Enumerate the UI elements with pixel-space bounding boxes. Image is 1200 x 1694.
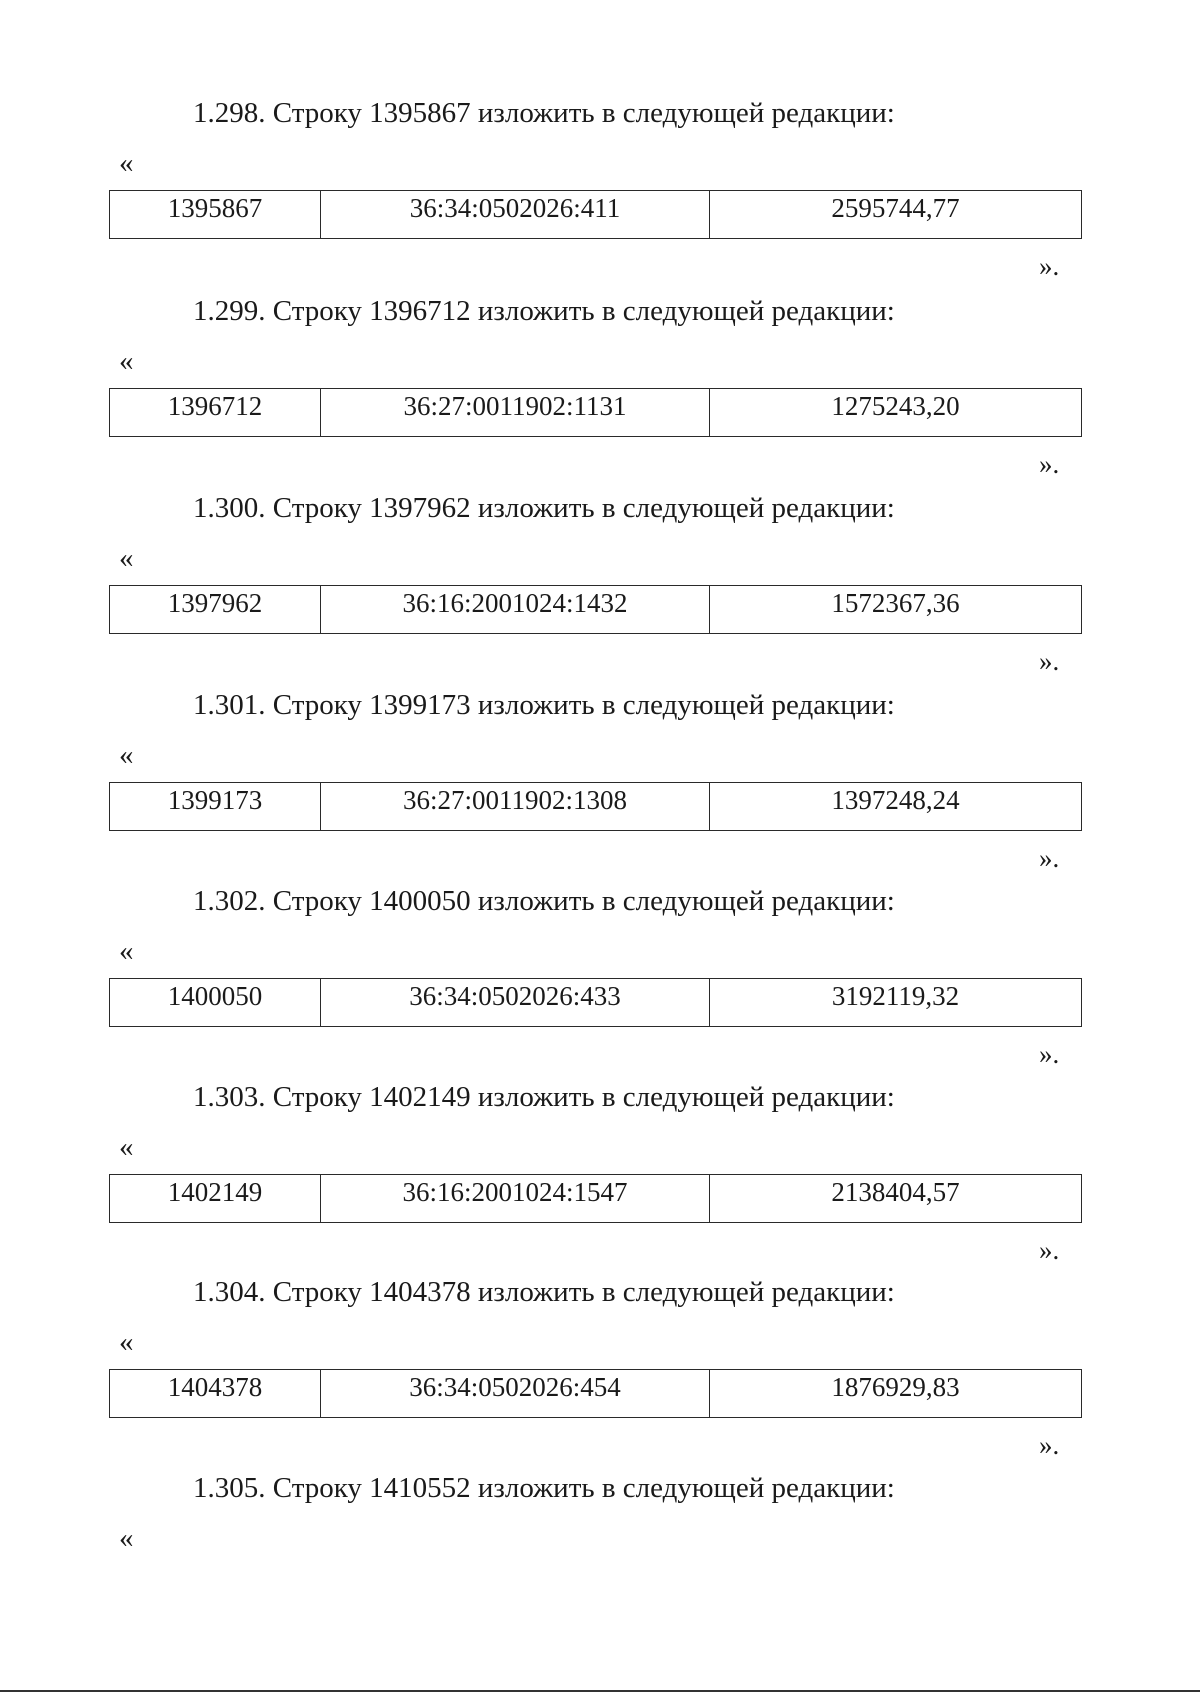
table-row — [110, 1175, 1082, 1223]
close-quote: ». — [1039, 449, 1060, 479]
open-quote: « — [119, 147, 134, 179]
close-quote: ». — [1039, 1235, 1060, 1265]
open-quote: « — [119, 935, 134, 967]
row-number-cell: 1402149 — [110, 1175, 321, 1223]
close-quote: ». — [1039, 1430, 1060, 1460]
row-number-cell: 1397962 — [110, 586, 321, 634]
close-quote: ». — [1039, 843, 1060, 873]
row-number-cell: 1395867 — [110, 191, 321, 239]
cadastral-number-cell: 36:16:2001024:1432 — [321, 586, 710, 634]
table-row — [110, 586, 1082, 634]
amendment-heading: 1.302. Строку 1400050 изложить в следующей редакции: — [193, 885, 895, 917]
table-row — [110, 783, 1082, 831]
cadastral-number-cell: 36:34:0502026:411 — [321, 191, 710, 239]
close-quote: ». — [1039, 1039, 1060, 1069]
amendment-heading: 1.301. Строку 1399173 изложить в следующей редакции: — [193, 689, 895, 721]
amendment-heading: 1.300. Строку 1397962 изложить в следующей редакции: — [193, 492, 895, 524]
value-cell: 1397248,24 — [710, 783, 1082, 831]
value-cell: 3192119,32 — [710, 979, 1082, 1027]
open-quote: « — [119, 1326, 134, 1358]
amendment-heading: 1.304. Строку 1404378 изложить в следующей редакции: — [193, 1276, 895, 1308]
row-number-cell: 1396712 — [110, 389, 321, 437]
table-row — [110, 979, 1082, 1027]
cadastral-number-cell: 36:27:0011902:1131 — [321, 389, 710, 437]
open-quote: « — [119, 1522, 134, 1554]
amendment-table — [109, 1174, 1082, 1223]
row-number-cell: 1404378 — [110, 1370, 321, 1418]
amendment-table — [109, 782, 1082, 831]
cadastral-number-cell: 36:34:0502026:433 — [321, 979, 710, 1027]
amendment-table — [109, 190, 1082, 239]
row-number-cell: 1399173 — [110, 783, 321, 831]
row-number-cell: 1400050 — [110, 979, 321, 1027]
amendment-table — [109, 1369, 1082, 1418]
amendment-heading: 1.305. Строку 1410552 изложить в следующей редакции: — [193, 1472, 895, 1504]
open-quote: « — [119, 739, 134, 771]
table-row — [110, 191, 1082, 239]
cadastral-number-cell: 36:16:2001024:1547 — [321, 1175, 710, 1223]
cadastral-number-cell: 36:34:0502026:454 — [321, 1370, 710, 1418]
value-cell: 1876929,83 — [710, 1370, 1082, 1418]
open-quote: « — [119, 542, 134, 574]
value-cell: 1275243,20 — [710, 389, 1082, 437]
amendment-heading: 1.298. Строку 1395867 изложить в следующей редакции: — [193, 97, 895, 129]
close-quote: ». — [1039, 251, 1060, 281]
value-cell: 1572367,36 — [710, 586, 1082, 634]
open-quote: « — [119, 345, 134, 377]
table-row — [110, 389, 1082, 437]
amendment-heading: 1.303. Строку 1402149 изложить в следующей редакции: — [193, 1081, 895, 1113]
amendment-table — [109, 388, 1082, 437]
close-quote: ». — [1039, 646, 1060, 676]
amendment-heading: 1.299. Строку 1396712 изложить в следующей редакции: — [193, 295, 895, 327]
amendment-table — [109, 978, 1082, 1027]
table-row — [110, 1370, 1082, 1418]
value-cell: 2595744,77 — [710, 191, 1082, 239]
open-quote: « — [119, 1131, 134, 1163]
page-bottom-rule — [0, 1690, 1200, 1692]
amendment-table — [109, 585, 1082, 634]
value-cell: 2138404,57 — [710, 1175, 1082, 1223]
cadastral-number-cell: 36:27:0011902:1308 — [321, 783, 710, 831]
